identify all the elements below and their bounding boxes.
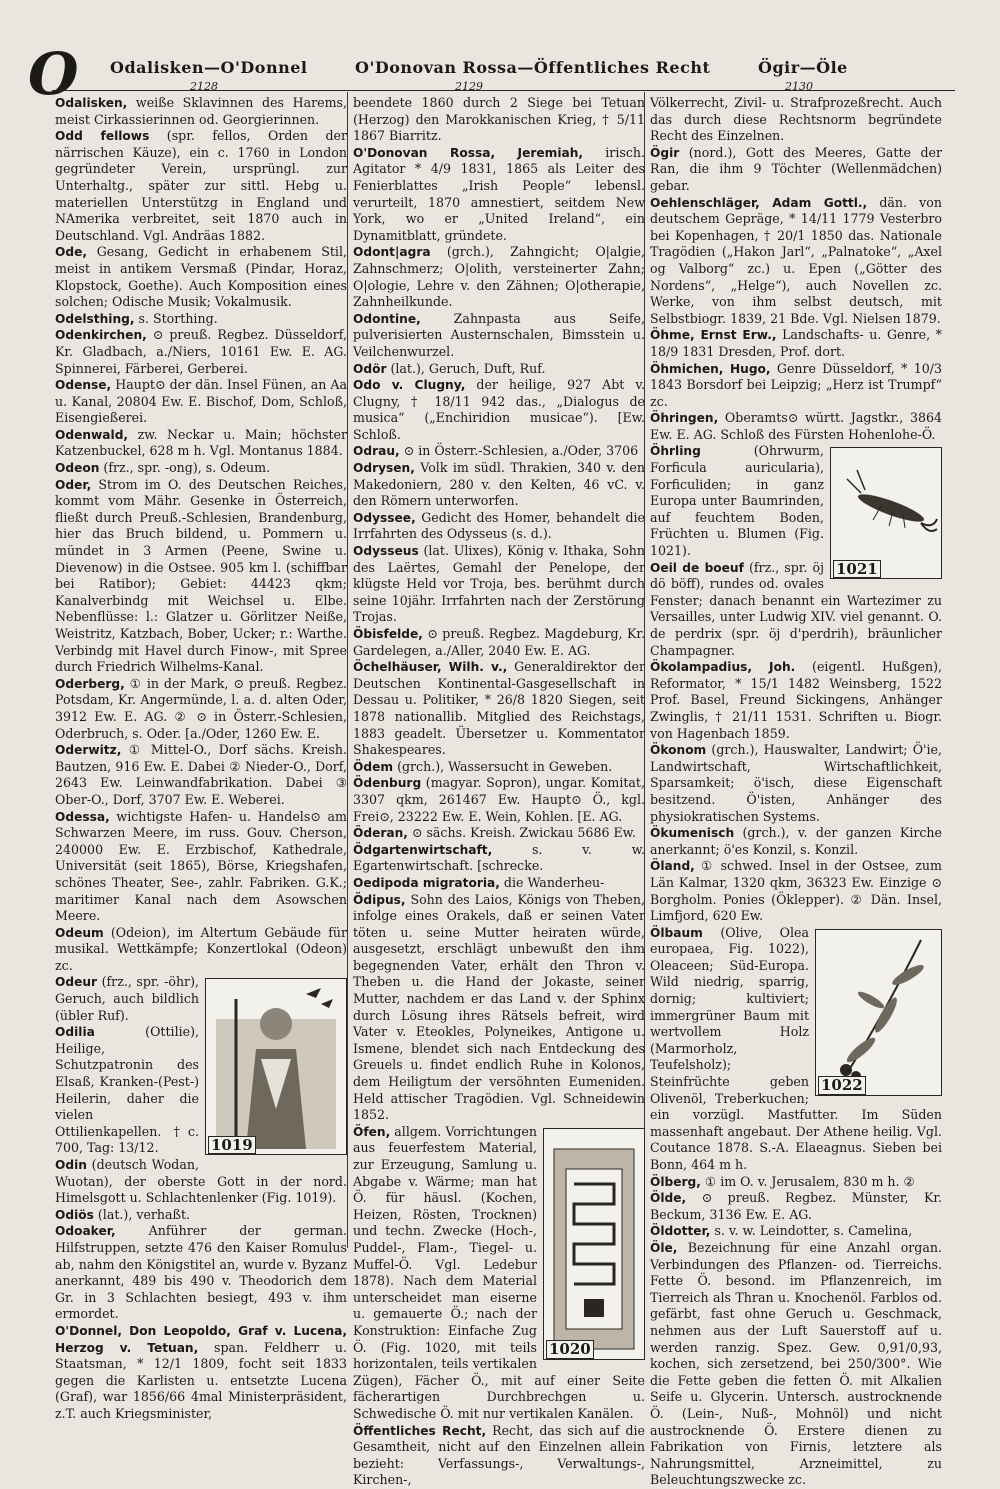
entry-headword: Odeon bbox=[55, 461, 100, 476]
running-head-center: O'Donovan Rossa—Öffentliches Recht bbox=[355, 58, 711, 77]
dictionary-entry bbox=[353, 892, 645, 1124]
entry-text: ① schwed. Insel in der Ostsee, zum Län Kalmar, 1320 qkm, 36323 Ew. Einzige ⊙ Borgholm. Ponies (Öklepper). ② Dän. Insel, Limfjord, 620 Ew. bbox=[650, 858, 942, 924]
dictionary-entry bbox=[353, 443, 645, 460]
entry-headword: Oder, bbox=[55, 477, 92, 492]
dictionary-entry bbox=[55, 460, 347, 477]
entry-text: zw. Neckar u. Main; höchster Katzenbuckel, 628 m h. Vgl. Montanus 1884. bbox=[55, 426, 347, 459]
entry-headword: Öle, bbox=[650, 1240, 678, 1255]
dictionary-entry bbox=[650, 1240, 942, 1489]
entry-text: (Ottilie), Heilige, Schutzpatronin des Elsaß, Kranken-(Pest-) Heilerin, daher die vielen Ottilienkapellen. †c. 700, Tag: 13/12. bbox=[55, 1024, 199, 1156]
dictionary-entry bbox=[353, 775, 645, 825]
entry-text: wichtigste Hafen- u. Handels⊙ am Schwarzen Meere, im russ. Gouv. Cherson, 240000 Ew. E. Erzbischof, Kathedrale, Universität (seit 1865), Börse, Kriegshafen, schönes Theater, See-, zahlr. Fabriken. G.K.; maritimer Kanal nach dem Asowschen Meere. bbox=[55, 808, 347, 924]
figure-1020 bbox=[543, 1128, 645, 1360]
dictionary-entry bbox=[55, 925, 347, 975]
dictionary-entry bbox=[650, 410, 942, 443]
entry-text: s. Storthing. bbox=[134, 310, 218, 326]
entry-headword: Öhmichen, Hugo, bbox=[650, 361, 771, 376]
entry-headword: Odd fellows bbox=[55, 129, 150, 144]
entry-text: beendete 1860 durch 2 Siege bei Tetuan (Herzog) den Marokkanischen Krieg, † 5/11 1867 Biarritz. bbox=[353, 95, 645, 144]
dictionary-entry bbox=[55, 377, 347, 427]
running-head-left: Odalisken—O'Donnel bbox=[110, 58, 308, 77]
entry-headword: Ölberg, bbox=[650, 1174, 701, 1189]
entry-text: Zahnpasta aus Seife, pulverisierten Austernschalen, Bimsstein u. Veilchenwurzel. bbox=[353, 310, 645, 359]
entry-headword: Oderwitz, bbox=[55, 743, 122, 758]
dictionary-entry bbox=[353, 244, 645, 310]
entry-headword: Odysseus bbox=[353, 544, 419, 559]
dictionary-entry bbox=[650, 858, 942, 924]
entry-headword: Odeum bbox=[55, 925, 104, 940]
dictionary-entry bbox=[353, 759, 645, 776]
dictionary-entry bbox=[55, 128, 347, 244]
entry-headword: Oedipoda migratoria, bbox=[353, 875, 500, 890]
entry-text: ⊙ preuß. Regbez. Düsseldorf, Kr. Gladbach, a./Niers, 10161 Ew. E. AG. Spinnerei, Färberei, Gerberei. bbox=[55, 327, 347, 376]
entry-text: dän. von deutschem Gepräge, * 14/11 1779 Vesterbro bei Kopenhagen, † 20/1 1850 das. Nationale Tragödien („Hakon Jarl“, „Palnatoke“, „Axel og Valborg“ zc.) u. Epen („Götter des Nordens“, „Helge“), auch Novellen zc. Werke, von ihm selbst deutsch, mit Selbstbiogr. 1839, 21 Bde. Vgl. Nielsen 1879. bbox=[650, 194, 942, 326]
figure-1019 bbox=[205, 978, 347, 1155]
entry-text: der heilige, 927 Abt v. Clugny, † 18/11 942 das., „Dialogus de musica“ („Enchiridion musicae“). [Ew. Schloß. bbox=[353, 377, 646, 442]
entry-headword: Öhringen, bbox=[650, 411, 719, 426]
running-head-right: Ögir—Öle bbox=[758, 58, 848, 77]
dictionary-entry bbox=[55, 311, 347, 328]
dictionary-entry bbox=[55, 809, 347, 925]
entry-text: (grch.), Wassersucht in Geweben. bbox=[393, 758, 613, 774]
dictionary-entry bbox=[650, 361, 942, 411]
entry-text: (frz., spr. öj dö böff), rundes od. ovales Fenster; danach benannt ein Wartezimer zu Versailles, unter Ludwig XIV. viel genannt. O. de perdrix (spr. öj d'perdrih), bräunlicher Champagner. bbox=[650, 559, 942, 658]
entry-text: Oberamts⊙ württ. Jagstkr., 3864 Ew. E. AG. Schloß des Fürsten Hohenlohe-Ö. bbox=[650, 410, 942, 442]
dictionary-entry bbox=[55, 1223, 347, 1323]
entry-headword: Odoaker, bbox=[55, 1224, 116, 1239]
entry-text: span. Feldherr u. Staatsman, * 12/1 1809, focht seit 1833 gegen die Karlisten u. entsetzte Lucena (Graf), war 1856/66 4mal Ministerpräsident, z.T. auch Kriegsminister, bbox=[55, 1339, 347, 1421]
dictionary-entry bbox=[353, 875, 645, 892]
entry-text: (deutsch Wodan, Wuotan), der oberste Gott in der nord. Himelsgott u. Schlachtenlenker (Fig. 1019). bbox=[55, 1157, 347, 1206]
entry-text: (Olive, Olea europaea, Fig. 1022), Oleaceen; Süd-Europa. Wild niedrig, sparrig, dornig; kultiviert; immergrüner Baum mit wertvollem Holz (Marmorholz, Teufelsholz); Steinfrüchte geben Olivenöl, Treberkuchen; ein vorzügl. Mastfutter. Im Süden massenhaft angebaut. Der Athene heilig. Vgl. Coutance 1878. S.-A. Elaeagnus. Sieben bei Bonn, 464 m h. bbox=[650, 924, 942, 1172]
entry-text: ① in der Mark, ⊙ preuß. Regbez. Potsdam, Kr. Angermünde, l. a. d. alten Oder, 3912 Ew. E. AG. ② ⊙ in Österr.-Schlesien, Oderbruch, s. Oder. [a./Oder, 1260 Ew. E. bbox=[55, 675, 347, 741]
dictionary-entry bbox=[55, 742, 347, 808]
entry-headword: Odalisken, bbox=[55, 96, 128, 110]
entry-headword: Odense, bbox=[55, 378, 112, 393]
figure-number: 1021 bbox=[833, 560, 881, 579]
entry-text: (eigentl. Hußgen), Reformator, * 15/1 1482 Weinsberg, 1522 Prof. Basel, Freund Sickingens, Anhänger Zwinglis, † 21/11 1531. Schriften u. Biogr. von Hagenbach 1859. bbox=[650, 659, 942, 741]
entry-text: (frz., spr. -ong), s. Odeum. bbox=[99, 460, 271, 476]
entry-text: ① im O. v. Jerusalem, 830 m h. ② bbox=[700, 1173, 915, 1189]
entry-headword: Odontine, bbox=[353, 311, 421, 326]
entry-headword: Ödem bbox=[353, 759, 394, 774]
entry-text: ⊙ sächs. Kreish. Zwickau 5686 Ew. bbox=[407, 825, 636, 841]
entry-headword: Ölbaum bbox=[650, 925, 703, 940]
entry-headword: Ode, bbox=[55, 245, 87, 260]
entry-headword: Odrau, bbox=[353, 444, 400, 459]
entry-text: (grch.), Hauswalter, Landwirt; Ö'ie, Landwirtschaft, Wirtschaftlichkeit, Sparsamkeit; ö'isch, diese Eigenschaft besitzend. Ö'isten, Anhänger des physiokratischen Systems. bbox=[650, 742, 942, 824]
page-number-left: 2128 bbox=[190, 80, 218, 93]
dictionary-entry bbox=[650, 1223, 942, 1240]
entry-headword: Odelsthing, bbox=[55, 311, 135, 326]
dictionary-entry bbox=[353, 1423, 645, 1489]
entry-text: (grch.), Zahngicht; O|algie, Zahnschmerz; O|olith, versteinerter Zahn; O|ologie, Lehre v. den Zähnen; O|otherapie, Zahnheilkunde. bbox=[353, 244, 645, 310]
entry-text: Anführer der german. Hilfstruppen, setzte 476 den Kaiser Romulus ab, nahm den Königstitel an, wurde v. Byzanz anerkannt, 489 bis 490 v. Theodorich dem Gr. in 3 Schlachten besiegt, 493 v. ihm ermordet. bbox=[55, 1223, 347, 1322]
entry-text: (Odeion), im Altertum Gebäude für musikal. Wettkämpfe; Konzertlokal (Odeon) zc. bbox=[55, 924, 347, 973]
entry-headword: Ögir bbox=[650, 145, 680, 160]
entry-text: s. v. w. Egartenwirtschaft. [schrecke. bbox=[353, 841, 645, 874]
page-number-center: 2129 bbox=[455, 80, 483, 93]
entry-headword: Odont|agra bbox=[353, 245, 431, 260]
entry-text: irisch. Agitator * 4/9 1831, 1865 als Leiter des Fenierblattes „Irish People“ lebensl. verurteilt, 1870 amnestiert, seitdem New York, wo er „United Ireland“, ein Dynamitblatt, gründete. bbox=[353, 144, 645, 243]
entry-headword: Odin bbox=[55, 1158, 87, 1172]
column-1 bbox=[55, 95, 347, 1421]
entry-headword: Odenkirchen, bbox=[55, 328, 147, 343]
figure-1022 bbox=[815, 929, 942, 1096]
entry-headword: Ökonom bbox=[650, 743, 707, 758]
figure-number: 1020 bbox=[546, 1340, 594, 1359]
entry-headword: Ölde, bbox=[650, 1191, 687, 1206]
dictionary-entry bbox=[55, 1157, 347, 1207]
section-letter: O bbox=[28, 40, 79, 108]
entry-headword: Öffentliches Recht, bbox=[353, 1423, 487, 1438]
dictionary-entry bbox=[55, 327, 347, 377]
entry-text: Landschafts- u. Genre, * 18/9 1831 Dresden, Prof. dort. bbox=[650, 327, 942, 359]
entry-text: (nord.), Gott des Meeres, Gatte der Ran, die ihm 9 Töchter (Wellenmädchen) gebar. bbox=[650, 144, 942, 193]
dictionary-entry bbox=[55, 477, 347, 676]
entry-text: Volk im südl. Thrakien, 340 v. den Makedoniern, 280 v. den Kelten, 46 vC. v. den Römern unterworfen. bbox=[353, 460, 645, 509]
entry-text: die Wanderheu- bbox=[499, 874, 605, 890]
dictionary-entry bbox=[650, 95, 942, 145]
dictionary-entry bbox=[55, 1207, 347, 1224]
dictionary-entry bbox=[650, 327, 942, 360]
dictionary-entry bbox=[650, 195, 942, 328]
dictionary-entry bbox=[650, 659, 942, 742]
page-number-right: 2130 bbox=[785, 80, 813, 93]
entry-headword: Öbisfelde, bbox=[353, 627, 423, 641]
entry-headword: Odiös bbox=[55, 1207, 94, 1222]
entry-headword: Odrysen, bbox=[353, 461, 415, 476]
dictionary-entry bbox=[55, 244, 347, 310]
dictionary-entry bbox=[353, 842, 645, 875]
entry-text: (spr. fellos, Orden der närrischen Käuze), ein c. 1760 in London gegründeter Verein, ursprüngl. zur Unterhaltg., später zur sittl. Hebg u. materiellen Unterstützg in England und NAmerika verbreitet, seit 1870 auch in Deutschland. Vgl. Andräas 1882. bbox=[55, 128, 347, 243]
entry-text: ⊙ preuß. Regbez. Magdeburg, Kr. Gardelegen, a./Aller, 2040 Ew. E. AG. bbox=[353, 626, 645, 658]
entry-headword: Oehlenschläger, Adam Gottl., bbox=[650, 195, 868, 210]
entry-headword: Odör bbox=[353, 361, 387, 376]
entry-headword: Ödenburg bbox=[353, 776, 422, 791]
entry-text: ① Mittel-O., Dorf sächs. Kreish. Bautzen, 916 Ew. E. Dabei ② Nieder-O., Dorf, 2643 Ew. Leinwandfabrikation. Dabei ③ Ober-O., Dorf, 3707 Ew. E. Weberei. bbox=[55, 742, 347, 807]
entry-text: Gedicht des Homer, behandelt die Irrfahrten des Odysseus (s. d.). bbox=[353, 509, 645, 542]
entry-text: (lat.), Geruch, Duft, Ruf. bbox=[386, 360, 546, 376]
entry-text: (magyar. Sopron), ungar. Komitat, 3307 qkm, 261467 Ew. Haupt⊙ Ö., kgl. Frei⊙, 23222 Ew. E. Wein, Kohlen. [E. AG. bbox=[353, 775, 645, 824]
entry-headword: Oderberg, bbox=[55, 676, 125, 691]
dictionary-entry bbox=[353, 543, 645, 626]
dictionary-entry bbox=[650, 1174, 942, 1191]
column-3 bbox=[650, 95, 943, 1488]
entry-headword: Ökumenisch bbox=[650, 826, 735, 841]
dictionary-entry bbox=[353, 626, 645, 659]
entry-headword: Öderan, bbox=[353, 826, 408, 841]
dictionary-entry bbox=[55, 427, 347, 460]
entry-text: Haupt⊙ der dän. Insel Fünen, an Aa u. Kanal, 20804 Ew. E. Bischof, Dom, Schloß, Eisengießerei. bbox=[55, 377, 347, 426]
entry-headword: Ökolampadius, Joh. bbox=[650, 660, 796, 675]
entry-headword: Odo v. Clugny, bbox=[353, 378, 466, 393]
entry-text: s. v. w. Leindotter, s. Camelina, bbox=[710, 1223, 913, 1239]
dictionary-entry bbox=[650, 825, 942, 858]
dictionary-entry bbox=[650, 145, 942, 195]
dictionary-entry bbox=[55, 1323, 347, 1423]
entry-text: weiße Sklavinnen des Harems, meist Cirkassierinnen od. Georgierinnen. bbox=[55, 95, 347, 127]
dictionary-entry bbox=[353, 311, 645, 361]
dictionary-entry bbox=[353, 377, 645, 443]
olive-branch-illustration bbox=[816, 930, 941, 1095]
entry-headword: Ödipus, bbox=[353, 892, 406, 907]
entry-text: Recht, das sich auf die Gesamtheit, nicht auf den Einzelnen allein bezieht: Verfassungs-, Verwaltungs-, Kirchen-, bbox=[353, 1422, 645, 1488]
entry-headword: Ödgartenwirtschaft, bbox=[353, 842, 493, 857]
entry-text: Bezeichnung für eine Anzahl organ. Verbindungen des Pflanzen- od. Tierreichs. Fette Ö. besond. im Pflanzenreich, im Tierreich als Thran u. Knochenöl. Farblos od. gefärbt, fast ohne Geruch u. Geschmack, nehmen aus der Luft Sauerstoff auf u. werden ranzig. Spez. Gew. 0,91/0,93, kochen, sich zersetzend, bei 250/300°. Wie die Fette geben die fetten Ö. mit Alkalien Seife u. Glycerin. Untersch. austrocknende Ö. (Lein-, Nuß-, Mohnöl) und nicht austrocknende Ö. Erstere dienen zu Fabrikation von Firnis, letztere als Nahrungsmittel, Arzneimittel, zu Beleuchtungszwecke zc. bbox=[650, 1239, 942, 1488]
entry-headword: Odessa, bbox=[55, 809, 110, 824]
figure-number: 1022 bbox=[818, 1076, 866, 1095]
dictionary-entry bbox=[650, 742, 942, 825]
stove-diagram bbox=[544, 1129, 644, 1359]
entry-headword: Odeur bbox=[55, 975, 98, 990]
entry-text: (Ohrwurm, Forficula auricularia), Forficuliden; in ganz Europa unter Baumrinden, auf feuchtem Boden, Früchten u. Blumen (Fig. 1021). bbox=[650, 443, 824, 559]
entry-headword: Öhrling bbox=[650, 444, 701, 459]
entry-text: (lat.), verhaßt. bbox=[93, 1206, 191, 1222]
entry-text: (lat. Ulixes), König v. Ithaka, Sohn des Laërtes, Gemahl der Penelope, der klügste Held vor Troja, bes. berühmt durch seine 10jähr. Irrfahrten nach der Zerstörung Trojas. bbox=[353, 543, 645, 625]
figure-number: 1019 bbox=[208, 1136, 256, 1155]
dictionary-entry bbox=[55, 676, 347, 742]
entry-headword: O'Donovan Rossa, Jeremiah, bbox=[353, 145, 584, 160]
entry-text: (frz., spr. -öhr), Geruch, auch bildlich (übler Ruf). bbox=[55, 974, 199, 1023]
entry-text: ⊙ preuß. Regbez. Münster, Kr. Beckum, 3136 Ew. E. AG. bbox=[650, 1190, 942, 1222]
dictionary-entry bbox=[353, 95, 645, 145]
column-2 bbox=[353, 95, 646, 1488]
entry-text: Sohn des Laios, Königs von Theben, infolge eines Orakels, daß er seinen Vater töten u. seine Mutter heiraten würde, ausgesetzt, erschlägt unbewußt den ihm begegnenden Vater, erhält den Thron v. Theben u. die Hand der Jokaste, seiner Mutter, nachdem er das Land v. der Sphinx durch Lösung ihres Rätsels befreit, wird Vater v. Eteokles, Polyneikes, Antigone u. Ismene, blendet sich nach Entdeckung des Greuels u. findet endlich Ruhe in Kolonos, dem Heiligtum der versöhnten Eumeniden. Held attischer Tragödien. Vgl. Schneidewin 1852. bbox=[353, 891, 645, 1123]
entry-text: Genre Düsseldorf, * 10/3 1843 Borsdorf bei Leipzig; „Herz ist Trumpf“ zc. bbox=[650, 360, 943, 409]
dictionary-entry bbox=[353, 510, 645, 543]
entry-text: ⊙ in Österr.-Schlesien, a./Oder, 3706 bbox=[399, 443, 639, 459]
entry-headword: Öhme, Ernst Erw., bbox=[650, 328, 777, 343]
entry-headword: O'Donnel, Don Leopoldo, Graf v. Lucena, Herzog v. Tetuan, bbox=[55, 1323, 347, 1355]
dictionary-entry bbox=[55, 95, 347, 128]
entry-headword: Odilia bbox=[55, 1025, 95, 1040]
entry-headword: Öfen, bbox=[353, 1124, 391, 1139]
entry-headword: Oeil de boeuf bbox=[650, 560, 744, 575]
entry-text: Völkerrecht, Zivil- u. Strafprozeßrecht. Auch das durch diese Rechtsnorm begründete Recht des Einzelnen. bbox=[650, 95, 942, 144]
dictionary-entry bbox=[353, 145, 645, 245]
odin-illustration bbox=[206, 979, 346, 1154]
entry-text: Gesang, Gedicht in erhabenem Stil, meist in antikem Versmaß (Pindar, Horaz, Klopstock, Goethe). Auch Komposition eines solchen; Odische Musik; Vokalmusik. bbox=[55, 244, 347, 310]
figure-1021 bbox=[830, 447, 942, 579]
entry-text: allgem. Vorrichtungen aus feuerfestem Material, zur Erzeugung, Samlung u. Abgabe v. Wärme; man hat Ö. für häusl. (Kochen, Heizen, Rösten, Trocknen) und techn. Zwecke (Hoch-, Puddel-, Flam-, Tiegel- u. Muffel-Ö. Vgl. Ledebur 1878). Nach dem Material unterscheidet man eiserne u. gemauerte Ö.; nach der Konstruktion: Einfache Zug Ö. (Fig. 1020, mit teils horizontalen, teils vertikalen Zügen), Fächer Ö., mit auf einer Seite fächerartigen Durchbrechgen u. Schwedische Ö. mit nur vertikalen Kanälen. bbox=[353, 1123, 645, 1421]
dictionary-entry bbox=[353, 659, 645, 759]
entry-headword: Öland, bbox=[650, 859, 695, 874]
dictionary-entry bbox=[353, 460, 645, 510]
entry-text: Strom im O. des Deutschen Reiches, kommt vom Mähr. Gesenke in Österreich, fließt durch Preuß.-Schlesien, Brandenburg, hier das Bruch bildend, u. Pommern u. mündet in 3 Armen (Peene, Swine u. Dievenow) in die Ostsee. 905 km l. (schiffbar bei Ratibor); Gebiet: 44423 qkm; Kanalverbindg mit Weichsel u. Elbe. Nebenflüsse: l.: Glatzer u. Görlitzer Neiße, Weistritz, Katzbach, Bober, Ucker; r.: Warthe. Verbindg mit Havel durch Finow-, mit Spree durch Friedrich Wilhelms-Kanal. bbox=[55, 476, 347, 675]
entry-headword: Öldotter, bbox=[650, 1224, 711, 1239]
entry-text: Generaldirektor der Deutschen Kontinental-Gasgesellschaft in Dessau u. Politiker, * 26/8 1820 Siegen, seit 1878 nationallib. Mitglied des Reichstags, 1883 geadelt. Übersetzer u. Kommentator Shakespeares. bbox=[353, 659, 645, 758]
entry-headword: Öchelhäuser, Wilh. v., bbox=[353, 660, 508, 675]
dictionary-entry bbox=[650, 1190, 942, 1223]
dictionary-entry bbox=[353, 361, 645, 378]
column-separator bbox=[347, 92, 348, 1248]
header-rule bbox=[52, 90, 955, 91]
dictionary-entry bbox=[353, 825, 645, 842]
entry-text: (grch.), v. der ganzen Kirche anerkannt; ö'es Konzil, s. Konzil. bbox=[650, 825, 942, 857]
entry-headword: Odyssee, bbox=[353, 510, 416, 525]
entry-headword: Odenwald, bbox=[55, 427, 129, 442]
